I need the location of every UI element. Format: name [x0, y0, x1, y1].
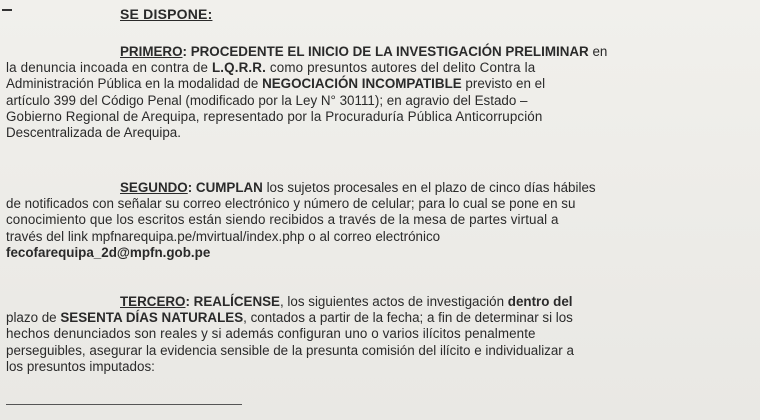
mesa-partes-link[interactable]: mpfnarequipa.pe/mvirtual/index.php — [91, 228, 305, 244]
segundo-bold-intro: CUMPLAN — [192, 180, 263, 195]
paragraph-tercero: TERCERO: REALÍCENSE, los siguientes actos de investigación dentro del plazo de SESENTA DÍAS NATURALES, contados a partir de la fecha; a fin de determinar si los hechos denunciados son reales y si además configuran uno o varios ilícitos penalmente perseguibles, asegurar la evidencia sensible de la presunta comisión del ilícito e individualizar a los presuntos imputados: — [6, 294, 574, 374]
primero-label: PRIMERO — [120, 44, 183, 59]
tercero-bold-intro: REALÍCENSE — [189, 294, 280, 309]
crime-modality: NEGOCIACIÓN INCOMPATIBLE — [262, 76, 462, 92]
deadline-days: SESENTA DÍAS NATURALES — [60, 310, 244, 326]
accused-initials: L.Q.R.R. — [211, 60, 266, 76]
margin-dash — [2, 9, 12, 11]
tercero-label: TERCERO — [120, 294, 186, 309]
segundo-label: SEGUNDO — [120, 180, 188, 195]
email-address[interactable]: fecofarequipa_2d@mpfn.gob.pe — [6, 244, 211, 260]
separator-line — [6, 404, 242, 405]
link-line: través del link mpfnarequipa.pe/mvirtual/index.php o al correo electrónico — [6, 228, 441, 244]
primero-bold-intro: PROCEDENTE EL INICIO DE LA INVESTIGACIÓN PRELIMINAR — [186, 44, 589, 59]
section-heading: SE DISPONE: — [120, 6, 213, 22]
paragraph-primero: PRIMERO: PROCEDENTE EL INICIO DE LA INVESTIGACIÓN PRELIMINAR en la denuncia incoada en contra de L.Q.R.R. como presuntos autores del delito Contra la Administración Pública en la modalidad de NEGOCIACIÓN INCOMPATIBLE previsto en el artículo 399 del Código Penal (modificado por la Ley N° 30111); en agravio del Estado – Gobierno Regional de Arequipa, representado por la Procuraduría Pública Anticorrupción Descentralizada de Arequipa. — [6, 44, 608, 141]
paragraph-segundo: SEGUNDO: CUMPLAN los sujetos procesales en el plazo de cinco días hábiles de notificados con señalar su correo electrónico y número de celular; para lo cual se pone en su conocimiento que los escritos están siendo recibidos a través de la mesa de partes virtual a través del link mpfnarequipa.pe/mvirtual/index.php o al correo electrónico fecofarequipa_2d@mpfn.gob.pe — [6, 180, 748, 261]
